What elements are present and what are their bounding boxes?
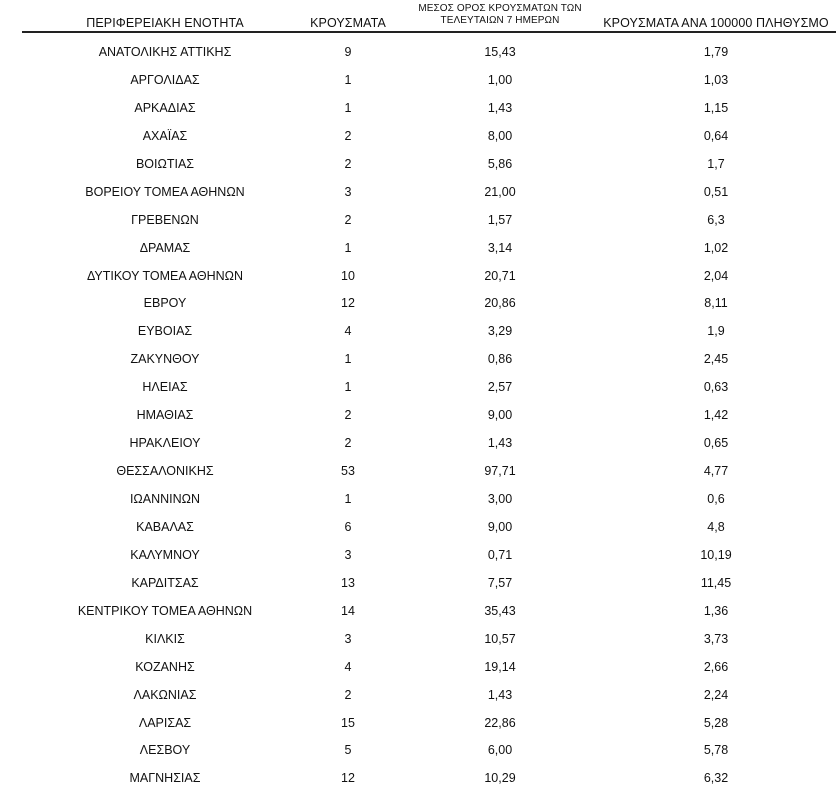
table-row: [0, 457, 836, 485]
table-body: [0, 38, 836, 792]
cell-region: ΑΡΚΑΔΙΑΣ: [134, 100, 196, 115]
cell-avg7: 6,00: [487, 743, 513, 758]
cell-avg7: 3,00: [487, 492, 513, 506]
table-row: [0, 513, 836, 541]
cell-per100k: 5,78: [703, 743, 729, 758]
cell-per100k: 2,45: [703, 352, 729, 367]
cell-avg7: 20,71: [484, 268, 516, 283]
cell-region: ΚΕΝΤΡΙΚΟΥ ΤΟΜΕΑ ΑΘΗΝΩΝ: [77, 603, 253, 618]
cell-region: ΒΟΙΩΤΙΑΣ: [135, 156, 195, 171]
table-row: [0, 541, 836, 569]
cell-per100k: 2,04: [703, 268, 729, 283]
cell-cases: 1: [344, 380, 352, 395]
cell-region: ΔΡΑΜΑΣ: [139, 240, 191, 255]
cell-region: ΒΟΡΕΙΟΥ ΤΟΜΕΑ ΑΘΗΝΩΝ: [85, 184, 245, 199]
cell-cases: 12: [341, 771, 355, 786]
cell-avg7: 15,43: [484, 45, 516, 59]
cell-avg7: 35,43: [484, 603, 516, 618]
cell-cases: 1: [344, 240, 352, 255]
cell-region: ΘΕΣΣΑΛΟΝΙΚΗΣ: [116, 464, 214, 479]
cell-per100k: 5,28: [703, 715, 729, 730]
cell-region: ΛΑΚΩΝΙΑΣ: [133, 687, 197, 702]
cell-cases: 5: [344, 743, 352, 758]
cell-cases: 2: [344, 436, 352, 451]
cell-avg7: 3,14: [487, 240, 513, 255]
cell-region: ΕΥΒΟΙΑΣ: [137, 324, 193, 339]
table-row: [0, 317, 836, 345]
cell-cases: 1: [344, 492, 352, 506]
cell-region: ΔΥΤΙΚΟΥ ΤΟΜΕΑ ΑΘΗΝΩΝ: [86, 268, 244, 283]
cell-per100k: 1,7: [707, 156, 725, 171]
cell-per100k: 2,66: [703, 659, 729, 674]
table-row: [0, 122, 836, 150]
cell-avg7: 1,43: [487, 100, 513, 115]
cell-cases: 2: [344, 408, 352, 423]
cell-avg7: 1,43: [487, 687, 513, 702]
column-header-avg7-line2: ΤΕΛΕΥΤΑΙΩΝ 7 ΗΜΕΡΩΝ: [440, 15, 560, 26]
cell-avg7: 0,71: [487, 547, 513, 562]
cell-region: ΓΡΕΒΕΝΩΝ: [131, 212, 199, 227]
cell-avg7: 1,57: [487, 212, 513, 227]
table-row: [0, 401, 836, 429]
cell-avg7: 97,71: [484, 464, 516, 479]
cell-cases: 53: [341, 464, 355, 479]
cell-region: ΑΝΑΤΟΛΙΚΗΣ ΑΤΤΙΚΗΣ: [98, 45, 232, 59]
cell-region: ΑΡΓΟΛΙΔΑΣ: [130, 72, 200, 87]
cell-cases: 1: [344, 72, 352, 87]
table-row: [0, 38, 836, 66]
cell-cases: 14: [341, 603, 355, 618]
cell-region: ΚΑΡΔΙΤΣΑΣ: [131, 575, 199, 590]
table-row: [0, 289, 836, 317]
cell-region: ΗΜΑΘΙΑΣ: [136, 408, 194, 423]
cell-cases: 12: [341, 296, 355, 311]
cell-per100k: 0,64: [703, 128, 729, 143]
cell-cases: 2: [344, 156, 352, 171]
table-row: [0, 94, 836, 122]
table-row: [0, 625, 836, 653]
cell-per100k: 10,19: [700, 547, 732, 562]
cell-cases: 4: [344, 659, 352, 674]
cell-avg7: 20,86: [484, 296, 516, 311]
cell-avg7: 0,86: [487, 352, 513, 367]
cell-avg7: 10,29: [484, 771, 516, 786]
column-header-region: ΠΕΡΙΦΕΡΕΙΑΚΗ ΕΝΟΤΗΤΑ: [86, 16, 244, 30]
cell-avg7: 19,14: [484, 659, 516, 674]
cell-cases: 2: [344, 212, 352, 227]
cell-per100k: 11,45: [700, 575, 732, 590]
column-header-avg7: [408, 3, 592, 27]
cell-per100k: 0,6: [707, 492, 725, 506]
cell-avg7: 8,00: [487, 128, 513, 143]
cell-region: ΛΑΡΙΣΑΣ: [138, 715, 192, 730]
table-row: [0, 178, 836, 206]
cell-per100k: 1,9: [707, 324, 725, 339]
cell-avg7: 1,43: [487, 436, 513, 451]
cell-cases: 3: [344, 184, 352, 199]
column-header-per100k: ΚΡΟΥΣΜΑΤΑ ΑΝΑ 100000 ΠΛΗΘΥΣΜΟ: [603, 16, 829, 30]
table-row: [0, 150, 836, 178]
column-header-cases: ΚΡΟΥΣΜΑΤΑ: [310, 16, 386, 30]
cell-cases: 13: [341, 575, 355, 590]
cell-per100k: 2,24: [703, 687, 729, 702]
cell-region: ΖΑΚΥΝΘΟΥ: [130, 352, 200, 367]
cell-avg7: 5,86: [487, 156, 513, 171]
cell-cases: 3: [344, 631, 352, 646]
cell-per100k: 0,63: [703, 380, 729, 395]
cell-per100k: 3,73: [703, 631, 729, 646]
table-row: [0, 764, 836, 792]
cell-region: ΗΛΕΙΑΣ: [142, 380, 188, 395]
cell-region: ΚΙΛΚΙΣ: [145, 631, 185, 646]
cell-cases: 2: [344, 687, 352, 702]
cell-per100k: 1,42: [703, 408, 729, 423]
cell-avg7: 3,29: [487, 324, 513, 339]
cell-per100k: 4,77: [703, 464, 729, 479]
table-row: [0, 485, 836, 513]
cell-cases: 10: [341, 268, 355, 283]
cell-cases: 15: [341, 715, 355, 730]
cell-region: ΕΒΡΟΥ: [143, 296, 187, 311]
cell-per100k: 0,65: [703, 436, 729, 451]
column-header-avg7-line1: ΜΕΣΟΣ ΟΡΟΣ ΚΡΟΥΣΜΑΤΩΝ ΤΩΝ: [418, 3, 582, 14]
cell-avg7: 10,57: [484, 631, 516, 646]
cell-per100k: 1,79: [703, 45, 729, 59]
table-row: [0, 373, 836, 401]
table-row: [0, 345, 836, 373]
cell-avg7: 1,00: [487, 72, 513, 87]
table-row: [0, 206, 836, 234]
table-row: [0, 709, 836, 737]
cell-region: ΙΩΑΝΝΙΝΩΝ: [129, 492, 201, 506]
cell-per100k: 6,3: [707, 212, 725, 227]
table-row: [0, 429, 836, 457]
cell-cases: 2: [344, 128, 352, 143]
cell-avg7: 22,86: [484, 715, 516, 730]
cell-region: ΜΑΓΝΗΣΙΑΣ: [129, 771, 201, 786]
table-row: [0, 736, 836, 764]
cell-per100k: 1,36: [703, 603, 729, 618]
table-row: [0, 569, 836, 597]
cell-per100k: 6,32: [703, 771, 729, 786]
cell-region: ΚΑΒΑΛΑΣ: [136, 519, 194, 534]
cell-region: ΑΧΑΪΑΣ: [142, 128, 188, 143]
cell-avg7: 9,00: [487, 408, 513, 423]
table-row: [0, 234, 836, 262]
cell-cases: 6: [344, 519, 352, 534]
cell-per100k: 0,51: [703, 184, 729, 199]
cell-per100k: 4,8: [707, 519, 725, 534]
cell-region: ΛΕΣΒΟΥ: [139, 743, 191, 758]
table-row: [0, 597, 836, 625]
cell-per100k: 1,02: [703, 240, 729, 255]
table-row: [0, 262, 836, 290]
cell-cases: 1: [344, 100, 352, 115]
cell-cases: 3: [344, 547, 352, 562]
cell-avg7: 21,00: [484, 184, 516, 199]
cell-region: ΚΑΛΥΜΝΟΥ: [130, 547, 200, 562]
table-row: [0, 681, 836, 709]
table-row: [0, 653, 836, 681]
cell-region: ΚΟΖΑΝΗΣ: [135, 659, 195, 674]
cell-avg7: 9,00: [487, 519, 513, 534]
cell-avg7: 7,57: [487, 575, 513, 590]
table-header: [0, 0, 836, 34]
cell-cases: 4: [344, 324, 352, 339]
header-divider: [22, 31, 836, 33]
cell-cases: 1: [344, 352, 352, 367]
table-row: [0, 66, 836, 94]
cell-per100k: 1,15: [703, 100, 729, 115]
cell-per100k: 8,11: [704, 296, 728, 311]
cell-per100k: 1,03: [703, 72, 729, 87]
cell-avg7: 2,57: [487, 380, 513, 395]
cell-region: ΗΡΑΚΛΕΙΟΥ: [129, 436, 201, 451]
cell-cases: 9: [344, 45, 352, 59]
